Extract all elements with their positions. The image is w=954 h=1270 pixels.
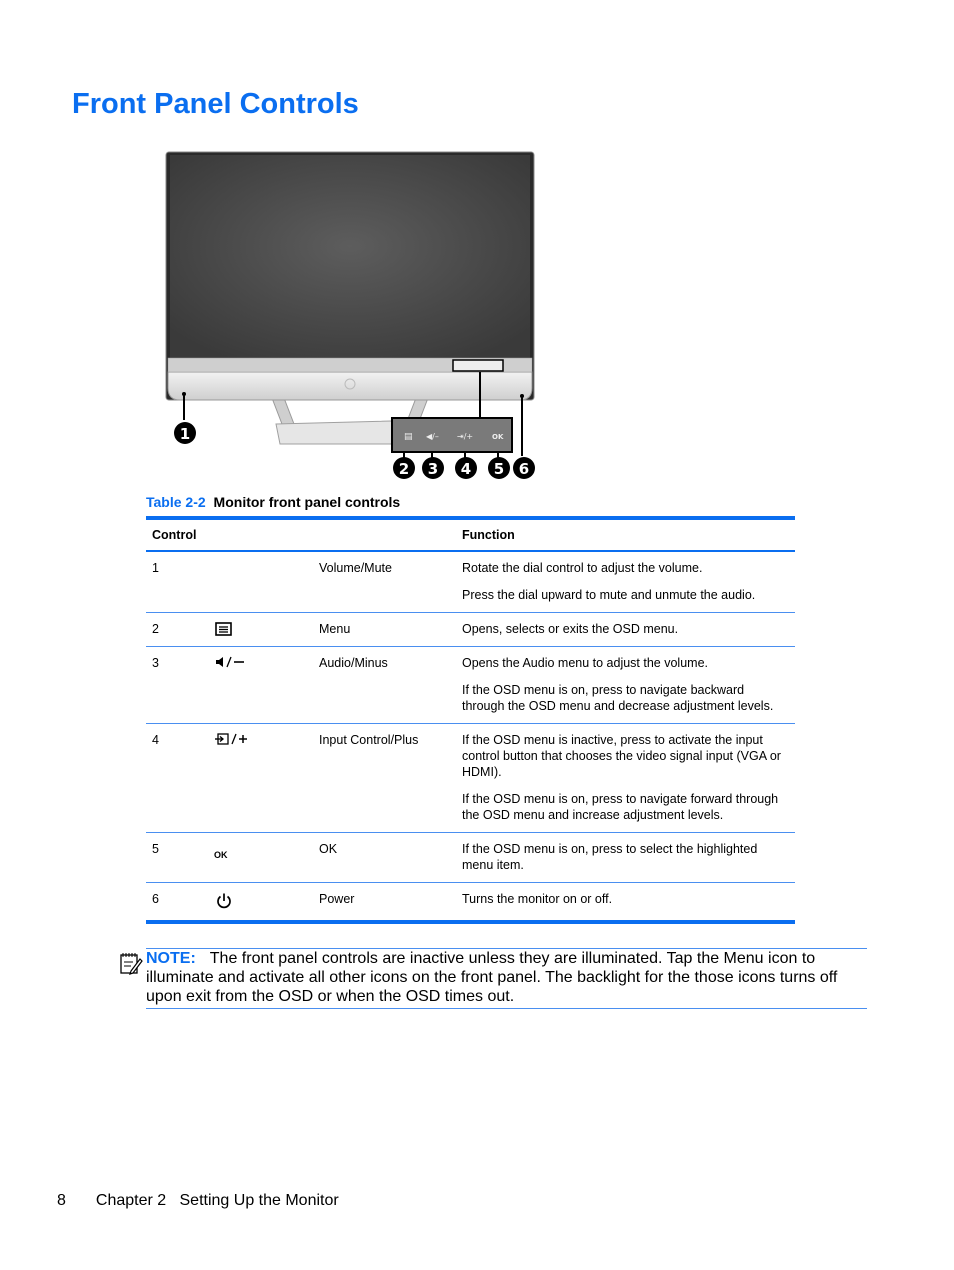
row-control-name: Audio/Minus: [313, 647, 456, 724]
function-text: If the OSD menu is on, press to navigate forward through the OSD menu and increase adjustment levels.: [462, 792, 779, 822]
row-number: 6: [152, 892, 159, 906]
menu-button-glyph: ▤: [404, 432, 413, 442]
table-row: [146, 724, 795, 833]
function-text: Opens the Audio menu to adjust the volume.: [462, 656, 708, 670]
table-caption-text: Monitor front panel controls: [213, 494, 401, 510]
row-function: [456, 883, 795, 923]
power-icon: [214, 891, 234, 911]
row-number: 5: [146, 833, 194, 883]
row-function: [456, 647, 795, 724]
page-number: 8: [57, 1192, 66, 1209]
control-strip-highlight: [453, 360, 503, 371]
row-number: 1: [146, 551, 194, 613]
speaker-minus-icon: [214, 655, 250, 669]
function-text: Press the dial upward to mute and unmute the audio.: [462, 588, 756, 602]
svg-text:6: 6: [518, 460, 530, 478]
svg-text:1: 1: [179, 425, 191, 443]
function-text: If the OSD menu is on, press to navigate backward through the OSD menu and decrease adjustment levels.: [462, 683, 774, 713]
row-control-name: Input Control/Plus: [313, 724, 456, 833]
table-row: [146, 551, 795, 613]
monitor-figure: [160, 148, 540, 484]
page-footer: [57, 1192, 339, 1210]
monitor-illustration: [160, 148, 540, 484]
monitor-screen: [170, 155, 530, 358]
controls-table: [146, 516, 795, 924]
plus-button-glyph: ⇥/+: [457, 432, 474, 441]
table-header-row: [146, 518, 795, 551]
ok-icon: OK: [214, 850, 228, 860]
function-text: If the OSD menu is inactive, press to activate the input control button that chooses the video signal input (VGA or HDMI).: [462, 733, 781, 779]
function-text: Rotate the dial control to adjust the volume.: [462, 561, 703, 575]
header-control: Control: [146, 518, 456, 551]
row-function: [456, 551, 795, 613]
minus-button-glyph: ◀/–: [426, 432, 439, 441]
row-function: [456, 833, 795, 883]
header-function: Function: [456, 518, 795, 551]
chapter-title: Chapter 2 Setting Up the Monitor: [95, 1192, 339, 1209]
ok-button-glyph: OK: [492, 433, 504, 441]
table-row: [146, 613, 795, 647]
note-text: The front panel controls are inactive unless they are illuminated. Tap the Menu icon to illuminate and activate all other icons on the front panel. The backlight for the those icons turns off upon exit from the OSD or when the OSD times out.: [146, 950, 838, 1005]
note-icon: [119, 951, 143, 975]
table-row: [146, 647, 795, 724]
row-control-name: OK: [313, 833, 456, 883]
menu-icon: [214, 621, 234, 637]
row-function: [456, 613, 795, 647]
callout-6: [513, 457, 535, 479]
callout-3: [422, 457, 444, 479]
callout-2: [393, 457, 415, 479]
callout-4: [455, 457, 477, 479]
row-number: 2: [146, 613, 194, 647]
callout-5: [488, 457, 510, 479]
function-text: If the OSD menu is on, press to select the highlighted menu item.: [462, 842, 758, 872]
row-function: [456, 724, 795, 833]
row-control-name: Volume/Mute: [313, 551, 456, 613]
svg-text:3: 3: [427, 460, 439, 478]
table-row: [146, 833, 795, 883]
svg-text:4: 4: [460, 460, 472, 478]
row-number: 3: [146, 647, 194, 724]
row-number: 4: [146, 724, 194, 833]
table-caption: [146, 494, 400, 510]
monitor-chin: [168, 372, 532, 400]
callout-1: [174, 422, 196, 444]
function-text: Opens, selects or exits the OSD menu.: [462, 622, 679, 636]
input-plus-icon: [214, 732, 250, 746]
svg-text:2: 2: [398, 460, 410, 478]
page-title: Front Panel Controls: [72, 88, 359, 120]
row-control-name: Menu: [313, 613, 456, 647]
row-control-name: Power: [319, 892, 355, 906]
svg-text:5: 5: [493, 460, 505, 478]
stand-left-leg: [272, 398, 294, 424]
function-text: Turns the monitor on or off.: [462, 892, 613, 906]
table-row: [146, 883, 795, 923]
note-label: NOTE:: [146, 950, 196, 967]
table-caption-number: Table 2-2: [146, 494, 206, 510]
note-box: [146, 948, 867, 1009]
row-icon-empty: [194, 551, 313, 613]
